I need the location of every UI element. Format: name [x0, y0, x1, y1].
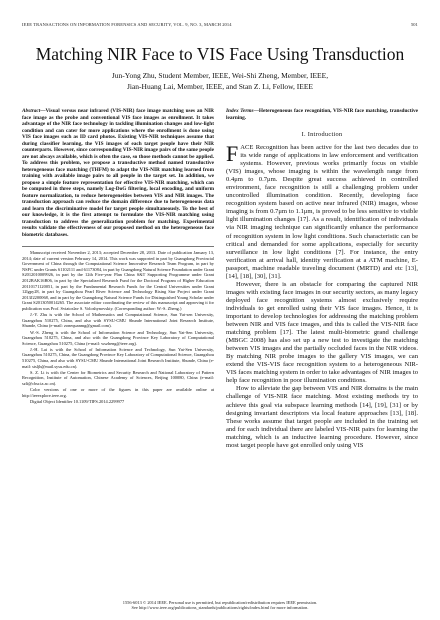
footnote-manuscript: Manuscript received November 2, 2013; accepted December 28, 2013. Date of publication January 13, 2014; date of current version February 14, 2014. This work was supported in part by Guangdong Provincial Government of China through the Computational Science Innovative Research Team Program, in part by NSFC under Grants 61102111 and 61173084, in part by Guangdong Natural Science Foundation under Grant S2012010009926, in part by the 12th Five-year Plan China S&T Supporting Programme under Grant 2012BAK16B06, in part by the Specialized Research Fund for the Doctoral Program of Higher Education 20110171120051, in part by the Fundamental Research Funds for the Central Universities under Grant 12lgpy28, in part by Guangzhou Pearl River Science and Technology Rising Star Project under Grant 2013J2200068, and in part by the Guangdong Natural Science Funds for Distinguished Young Scholar under Grant S2013050014265. The associate editor coordinating the review of this manuscript and approving it for publication was Prof. Sviatoslav S. Voloshynovskiy. (Corresponding author: W.-S. Zheng.) — [22, 250, 214, 311]
footnote-author-zheng: W.-S. Zheng is with the School of Information Science and Technology, Sun Yat-Sen University, Guangzhou 510275, China, and also with the Guangdong Province Key Laboratory of Computational Science, Guangzhou 510275, China (e-mail: wszheng@ieee.org). — [22, 329, 214, 346]
intro-paragraph-1-text: ACE Recognition has been active for the last two decades due to its wide range of applications in law enforcement and verification systems. However, previous works primarily focus on visible (VIS) images, whose imaging is within the wavelength range from 0.4μm to 0.7μm. Despite great success achieved in controlled environment, face recognition is still a challenging problem under uncontrolled illumination condition. Recently, developing face recognition system based on active near infrared (NIR) images, whose imaging is from 0.7μm to 1.1μm, is proved to be less sensitive to visible light illumination changes [17]. As a result, identification of individuals via NIR imaging technique can significantly enhance the performance of recognition system in low light conditions. Such characteristic can be critical and demanded for some applications, especially for security surveillance in low light conditions [7]. For instance, the entry verification at arrival hall, identity verification at a ATM machine, E-passport, machine readable traveling document (MRTD) and etc [13], [14], [18], [30], [31]. — [226, 144, 418, 280]
footnote-color-versions: Color versions of one or more of the figures in this paper are available online at http://ieeexplore.ieee.org. — [22, 387, 214, 398]
drop-cap: F — [226, 141, 239, 166]
index-terms — [226, 108, 418, 121]
intro-paragraph-3: How to alleviate the gap between VIS and NIR domains is the main challenge of VIS-NIR face matching. Most existing methods try to achieve this goal via subspace learning methods [14], [19], [31] or by designing invariant descriptors via local feature approaches [13], [18]. These works assume that target people are included in the training set and for each individual there are labeled VIS-NIR pairs for learning the matching, which is an inductive learning procedure. However, since most target people have got enrolled only using VIS — [226, 385, 418, 449]
abstract — [22, 108, 214, 238]
page-number: 501 — [410, 22, 418, 27]
intro-paragraph-2: However, there is an obstacle for comparing the captured NIR images with existing face images in our security sectors, as many legacy deployed face recognition systems almost exclusively require individuals to get enrolled using their VIS face images. Hence, it is important to develop technologies for addressing the matching problem between NIR and VIS face images, and this is called the VIS-NIR face matching problem [17]. The latest multi-biometric grand challenge (MBGC 2008) has also set up a new test to investigate the matching between VIS images and the partially occluded faces in the NIR videos. By matching NIR probe images to the gallery VIS images, we can extend the VIS-VIS face recognition system to a heterogeneous NIR-VIS faces matching system in order to take advantages of NIR images to help face recognition in poor illumination conditions. — [226, 280, 418, 385]
author-line-1: Jun-Yong Zhu, Student Member, IEEE, Wei-Shi Zheng, Member, IEEE, — [111, 71, 329, 80]
running-header — [22, 22, 418, 27]
footnotes — [22, 246, 214, 405]
journal-name: IEEE TRANSACTIONS ON INFORMATION FORENSICS AND SECURITY, VOL. 9, NO. 3, MARCH 2014 — [22, 22, 232, 27]
intro-paragraph-1 — [226, 141, 418, 281]
copyright-line-2: See http://www.ieee.org/publications_standards/publications/rights/index.html for more information. — [131, 605, 309, 611]
abstract-label: Abstract — [22, 108, 41, 114]
section-heading: I. Introduction — [301, 131, 343, 138]
right-column — [226, 108, 418, 450]
index-terms-text: —Heterogeneous face recognition, VIS-NIR face matching, transductive learning. — [226, 108, 418, 121]
abstract-text: —Visual versus near infrared (VIS-NIR) face image matching uses an NIR face image as the probe and conventional VIS face images as enrollment. It takes advantage of the NIR face technology in tackling illumination changes and low-light condition and can cater for more applications where the enrollment is done using VIS face images such as ID card photos. Existing VIS-NIR techniques assume that during classifier learning, the VIS images of each target people have their NIR counterparts. However, since corresponding VIS-NIR image pairs of the same people are not always available, which is often the case, so those methods cannot be applied. To address this problem, we propose a transductive method named transductive heterogeneous face matching (THFM) to adapt the VIS-NIR matching learned from training with available image pairs to all people in the target set. In addition, we propose a simple feature representation for effective VIS-NIR matching, which can be computed in three steps, namely Log-DoG filtering, local encoding, and uniform feature normalization, to reduce heterogeneities between VIS and NIR images. The transduction approach can reduce the domain difference due to heterogeneous data and learn the discriminative model for target people simultaneously. To the best of our knowledge, it is the first attempt to formulate the VIS-NIR matching using transduction to address the generalization problem for matching. Experimental results validate the effectiveness of our proposed method on the heterogeneous face biometric databases. — [22, 108, 214, 238]
index-terms-label: Index Terms — [226, 108, 254, 114]
footnote-doi: Digital Object Identifier 10.1109/TIFS.2014.2299977 — [30, 399, 125, 404]
author-block — [60, 70, 380, 92]
paper-title: Matching NIR Face to VIS Face Using Transduction — [35, 44, 405, 64]
footnote-author-lai: J.-H. Lai is with the School of Information Science and Technology, Sun Yat-Sen University, Guangzhou 510275, China, the Guangdong Province Key Laboratory of Computational Science, Guangzhou 510275, China, and also with SYSU-CMU Shunde International Joint Research Institute, Shunde, China (e-mail: stsljh@mail.sysu.edu.cn). — [22, 346, 214, 369]
footnote-author-zhu: J.-Y. Zhu is with the School of Mathematics and Computational Science, Sun Yat-sen University, Guangzhou 510275, China, and also with SYSU-CMU Shunde International Joint Research Institute, Shunde, China (e-mail: zonequanmg@gmail.com). — [22, 312, 214, 329]
copyright-footer — [60, 600, 380, 611]
copyright-line-1: 1556-6013 © 2014 IEEE. Personal use is permitted, but republication/redistribution requires IEEE permission. — [122, 600, 318, 605]
author-line-2: Jian-Huang Lai, Member, IEEE, and Stan Z. Li, Fellow, IEEE — [126, 82, 314, 91]
introduction-body — [226, 141, 418, 450]
footnote-author-li: S. Z. Li is with the Center for Biometrics and Security Research and National Laboratory of Pattern Recognition, Institute of Automation, Chinese Academy of Sciences, Beijing 100080, China (e-mail: szli@cbsr.ia.ac.cn). — [22, 369, 214, 387]
left-column — [22, 108, 214, 405]
